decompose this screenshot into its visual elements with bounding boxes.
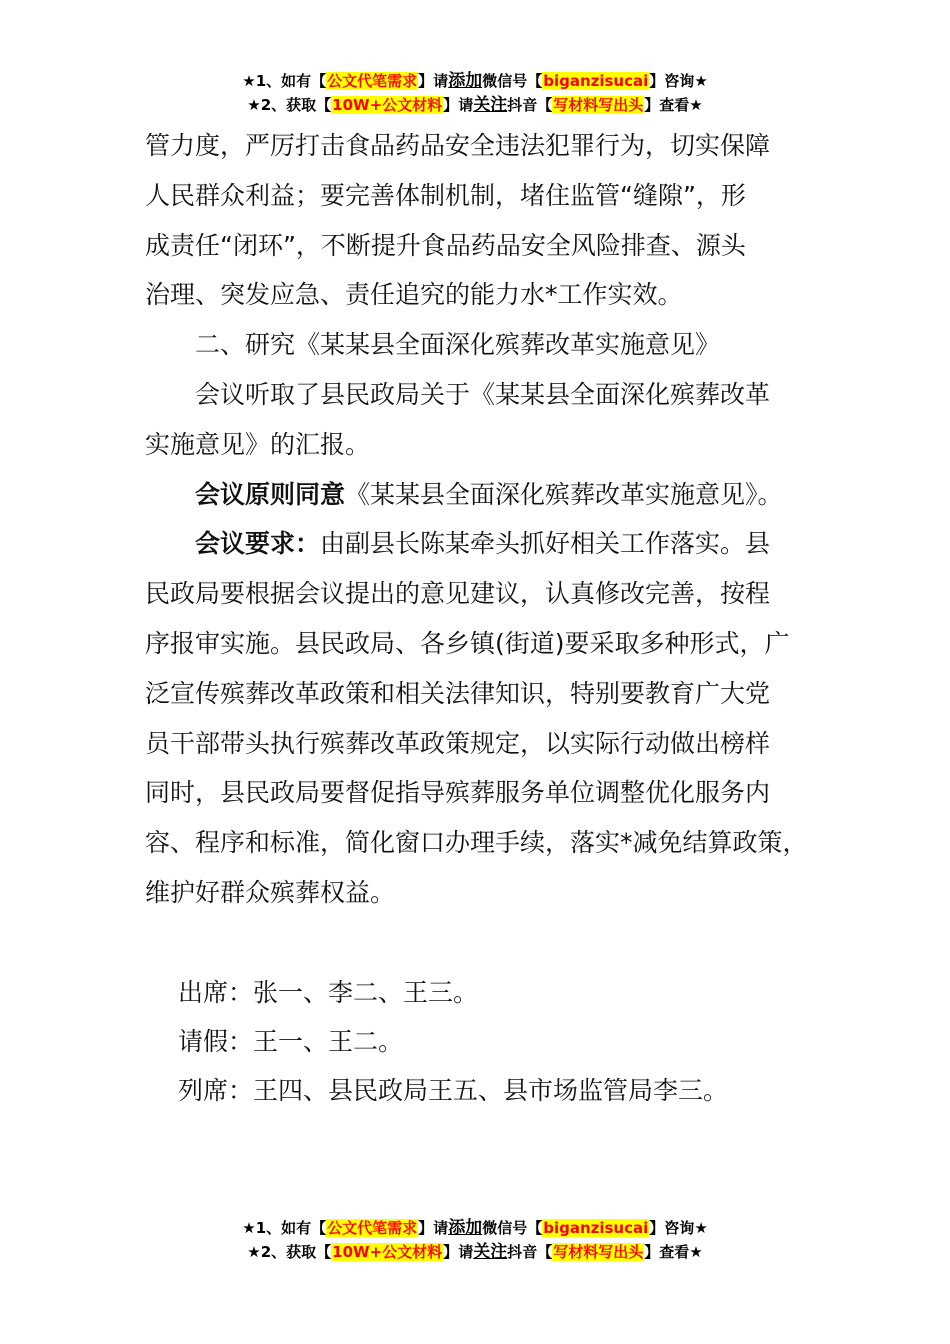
star-icon: ★ (247, 96, 261, 114)
highlight-materials: 10W+公文材料 (332, 1243, 443, 1261)
footer-banner (0, 1216, 950, 1264)
body-line: 人民群众利益；要完善体制机制，堵住监管“缝隙”，形 (145, 180, 746, 210)
approval-line: 会议原则同意《某某县全面深化殡葬改革实施意见》。 (195, 479, 783, 509)
body-line: 员干部带头执行殡葬改革政策规定，以实际行动做出榜样 (145, 728, 771, 758)
body-line: 泛宣传殡葬改革政策和相关法律知识，特别要教育广大党 (145, 678, 771, 708)
approval-label: 会议原则同意 (195, 479, 346, 509)
attendance-observers: 列席：王四、县民政局王五、县市场监管局李三。 (178, 1076, 729, 1105)
body-line: 同时，县民政局要督促指导殡葬服务单位调整优化服务内 (145, 778, 771, 808)
attendance-list (178, 968, 728, 1115)
star-icon: ★ (242, 72, 256, 90)
highlight-wechat-id: biganzisucai (543, 1219, 649, 1237)
body-line: 容、程序和标准，简化窗口办理手续，落实*减免结算政策， (145, 828, 808, 858)
requirement-line: 会议要求：由副县长陈某牵头抓好相关工作落实。县 (195, 529, 771, 559)
emphasis-follow: 关注 (473, 95, 508, 115)
highlight-wechat-id: biganzisucai (543, 72, 649, 90)
body-line: 成责任“闭环”，不断提升食品药品安全风险排查、源头 (145, 230, 746, 260)
header-banner (0, 69, 950, 117)
emphasis-follow: 关注 (473, 1242, 508, 1262)
banner-line-2: ★2、获取【10W+公文材料】请关注抖音【写材料写出头】查看★ (247, 1242, 703, 1262)
document-body (145, 121, 835, 918)
section-heading: 二、研究《某某县全面深化殡葬改革实施意见》 (195, 330, 721, 360)
highlight-service: 公文代笔需求 (327, 72, 418, 90)
star-icon: ★ (689, 1243, 703, 1261)
banner-line-1: ★1、如有【公文代笔需求】请添加微信号【biganzisucai】咨询★ (242, 1218, 708, 1238)
banner-line-2: ★2、获取【10W+公文材料】请关注抖音【写材料写出头】查看★ (247, 95, 703, 115)
star-icon: ★ (247, 1243, 261, 1261)
star-icon: ★ (689, 96, 703, 114)
body-line: 治理、突发应急、责任追究的能力水*工作实效。 (145, 280, 683, 310)
requirement-label: 会议要求： (195, 529, 321, 559)
attendance-present: 出席：张一、李二、王三。 (178, 978, 479, 1007)
body-line: 序报审实施。县民政局、各乡镇(街道)要采取多种形式，广 (145, 628, 790, 658)
body-line: 维护好群众殡葬权益。 (145, 877, 396, 907)
body-line: 民政局要根据会议提出的意见建议，认真修改完善，按程 (145, 579, 771, 609)
highlight-douyin-id: 写材料写出头 (553, 96, 644, 114)
star-icon: ★ (242, 1219, 256, 1237)
star-icon: ★ (694, 72, 708, 90)
highlight-douyin-id: 写材料写出头 (553, 1243, 644, 1261)
highlight-materials: 10W+公文材料 (332, 96, 443, 114)
highlight-service: 公文代笔需求 (327, 1219, 418, 1237)
emphasis-add: 添加 (448, 71, 483, 91)
banner-line-1: ★1、如有【公文代笔需求】请添加微信号【biganzisucai】咨询★ (242, 71, 708, 91)
body-line: 会议听取了县民政局关于《某某县全面深化殡葬改革 (195, 379, 771, 409)
emphasis-add: 添加 (448, 1218, 483, 1238)
body-line: 管力度，严厉打击食品药品安全违法犯罪行为，切实保障 (145, 131, 771, 160)
body-line: 实施意见》的汇报。 (145, 429, 371, 459)
star-icon: ★ (694, 1219, 708, 1237)
attendance-leave: 请假：王一、王二。 (178, 1027, 404, 1056)
